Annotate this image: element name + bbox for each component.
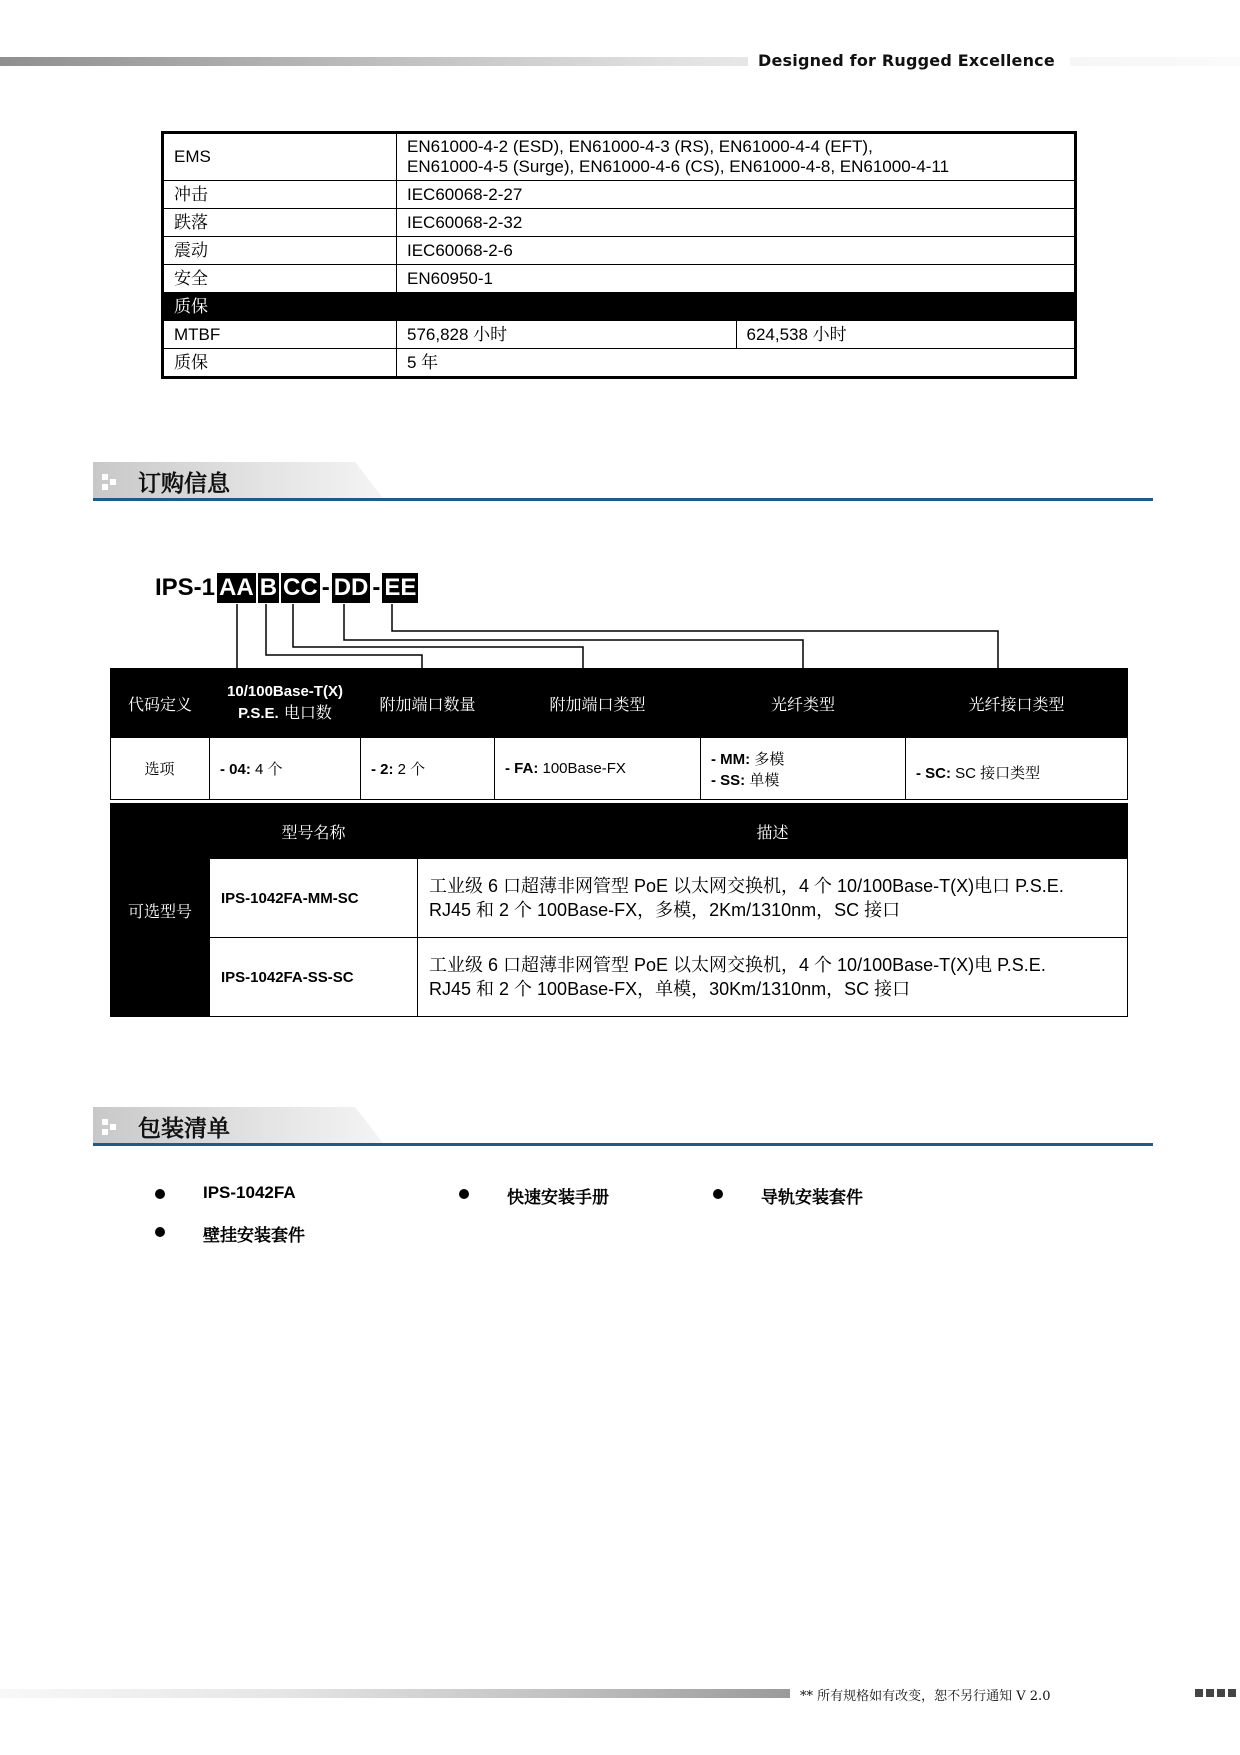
spec-label: 震动 bbox=[163, 237, 397, 265]
connector-line-dd bbox=[344, 604, 803, 668]
model-description bbox=[418, 938, 1128, 1017]
code-b: B bbox=[259, 574, 278, 601]
spec-value-line: EN61000-4-2 (ESD), EN61000-4-3 (RS), EN61000-4-4 (EFT), bbox=[407, 137, 873, 156]
packing-item: 导轨安装套件 bbox=[761, 1183, 863, 1208]
spec-section-label: 质保 bbox=[163, 293, 1076, 321]
header-slogan: Designed for Rugged Excellence bbox=[758, 51, 1055, 70]
option-row bbox=[111, 738, 1128, 800]
code-dash: - bbox=[372, 574, 381, 601]
option-ports bbox=[210, 738, 361, 800]
footer-gradient-bar bbox=[0, 1689, 790, 1698]
header-description: 描述 bbox=[418, 804, 1128, 859]
packing-item: 壁挂安装套件 bbox=[203, 1221, 305, 1246]
option-code: - SS: bbox=[711, 771, 746, 789]
option-header-row bbox=[111, 669, 1128, 738]
header-extra-port-type: 附加端口类型 bbox=[495, 669, 701, 738]
option-code: - 2: bbox=[371, 761, 394, 778]
code-dd: DD bbox=[333, 574, 369, 601]
model-desc-line: RJ45 和 2 个 100Base-FX，多模，2Km/1310nm，SC 接口 bbox=[429, 900, 901, 920]
option-fiber-connector bbox=[906, 738, 1128, 800]
packing-item: 快速安装手册 bbox=[507, 1183, 609, 1208]
footer-square-icon bbox=[1228, 1689, 1236, 1697]
header-ports-pse: P.S.E. bbox=[238, 705, 279, 722]
header-ports-label: 电口数 bbox=[283, 703, 332, 722]
section-tab-background bbox=[93, 1107, 383, 1143]
ordering-section-title: 订购信息 bbox=[138, 471, 230, 497]
section-marker-icon bbox=[110, 1124, 116, 1130]
model-row bbox=[111, 859, 1128, 938]
section-underline bbox=[93, 1143, 1153, 1146]
spec-label: 跌落 bbox=[163, 209, 397, 237]
model-side-label: 可选型号 bbox=[111, 804, 210, 1017]
model-name: IPS-1042FA-SS-SC bbox=[210, 938, 418, 1017]
option-code: - FA: bbox=[505, 760, 539, 777]
spec-label: MTBF bbox=[163, 321, 397, 349]
footer-square-icon bbox=[1217, 1689, 1225, 1697]
model-desc-line: 工业级 6 口超薄非网管型 PoE 以太网交换机，4 个 10/100Base-T(X)电 P.S.E. bbox=[429, 955, 1046, 975]
code-aa: AA bbox=[219, 574, 254, 601]
code-connector-lines bbox=[0, 0, 1240, 680]
model-row bbox=[111, 938, 1128, 1017]
spec-label: 安全 bbox=[163, 265, 397, 293]
option-value: 单模 bbox=[749, 771, 780, 789]
header-extra-port-count: 附加端口数量 bbox=[361, 669, 495, 738]
section-marker-icon bbox=[102, 1129, 108, 1135]
header-ports bbox=[210, 669, 361, 738]
spec-value: IEC60068-2-32 bbox=[397, 209, 1076, 237]
option-value: 多模 bbox=[754, 750, 785, 768]
spec-label: 质保 bbox=[163, 349, 397, 378]
option-value: SC 接口类型 bbox=[955, 764, 1041, 782]
option-row-label: 选项 bbox=[111, 738, 210, 800]
footer-note: ** 所有规格如有改变，恕不另行通知 V 2.0 bbox=[800, 1689, 1051, 1704]
model-desc-line: RJ45 和 2 个 100Base-FX，单模，30Km/1310nm，SC 接口 bbox=[429, 979, 911, 999]
option-fiber-type bbox=[701, 738, 906, 800]
code-dash: - bbox=[321, 574, 330, 601]
option-code: - SC: bbox=[916, 764, 951, 782]
option-code-table bbox=[110, 668, 1128, 800]
header-fiber-type: 光纤类型 bbox=[701, 669, 906, 738]
connector-line-ee bbox=[392, 604, 998, 668]
footer-square-icon bbox=[1206, 1689, 1214, 1697]
option-code: - MM: bbox=[711, 750, 751, 768]
option-value: 2 个 bbox=[397, 761, 426, 778]
spec-value: IEC60068-2-27 bbox=[397, 181, 1076, 209]
spec-value-line: EN61000-4-5 (Surge), EN61000-4-6 (CS), EN61000-4-8, EN61000-4-11 bbox=[407, 157, 950, 176]
option-extra-count bbox=[361, 738, 495, 800]
packing-item: IPS-1042FA bbox=[203, 1183, 296, 1202]
model-name: IPS-1042FA-MM-SC bbox=[210, 859, 418, 938]
option-extra-type bbox=[495, 738, 701, 800]
spec-value: 5 年 bbox=[397, 349, 1076, 378]
connector-line-cc bbox=[293, 604, 583, 668]
packing-section-header bbox=[93, 1107, 1153, 1147]
spec-value: EN60950-1 bbox=[397, 265, 1076, 293]
code-prefix: IPS-1 bbox=[155, 574, 216, 601]
option-code: - 04: bbox=[220, 761, 251, 778]
model-table bbox=[110, 803, 1128, 1017]
header-code-def: 代码定义 bbox=[111, 669, 210, 738]
code-cc: CC bbox=[283, 574, 318, 601]
packing-section-title: 包装清单 bbox=[138, 1116, 230, 1142]
footer-square-icon bbox=[1195, 1689, 1203, 1697]
option-value: 4 个 bbox=[255, 761, 283, 778]
spec-value: 624,538 小时 bbox=[736, 321, 1076, 349]
spec-value: IEC60068-2-6 bbox=[397, 237, 1076, 265]
spec-value: 576,828 小时 bbox=[397, 321, 737, 349]
spec-label: 冲击 bbox=[163, 181, 397, 209]
section-marker-icon bbox=[102, 1119, 108, 1125]
option-value: 100Base-FX bbox=[542, 760, 626, 777]
model-desc-line: 工业级 6 口超薄非网管型 PoE 以太网交换机，4 个 10/100Base-T(X)电口 P.S.E. bbox=[429, 876, 1064, 896]
header-fiber-connector: 光纤接口类型 bbox=[906, 669, 1128, 738]
header-model-name: 型号名称 bbox=[210, 804, 418, 859]
spec-label: EMS bbox=[163, 133, 397, 181]
code-ee: EE bbox=[384, 574, 417, 601]
model-header-row bbox=[111, 804, 1128, 859]
header-ports-line1: 10/100Base-T(X) bbox=[227, 683, 343, 700]
model-description bbox=[418, 859, 1128, 938]
